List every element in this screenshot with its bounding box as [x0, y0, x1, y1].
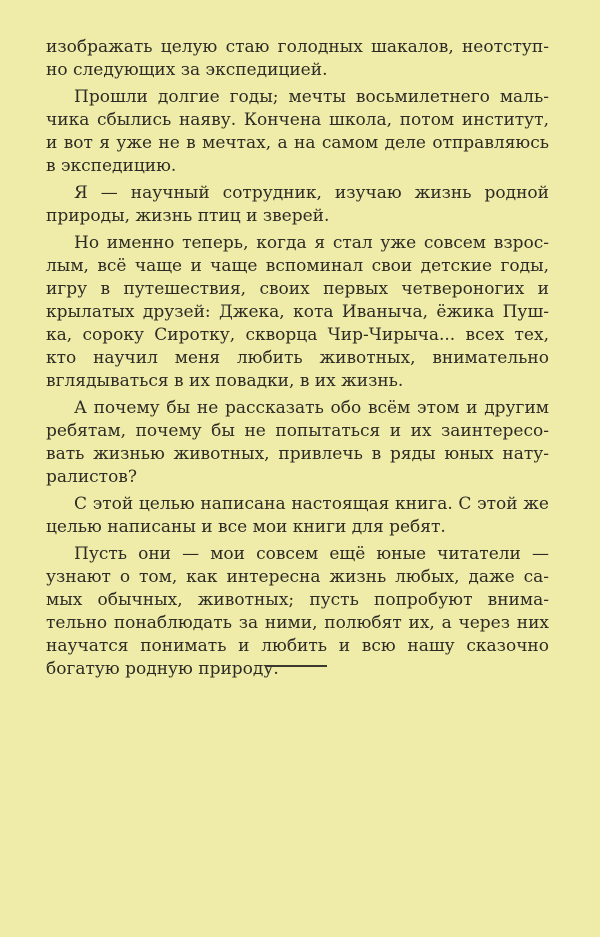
- page-text: [46, 36, 549, 685]
- paragraph: Пусть они — мои совсем ещё юные читатели — узнают о том, как интересна жизнь любых, даже самых обычных, животных; пусть попробуют внимательно понаблюдать за ними, полюбят их, а через них научатся понимать и любить и всю нашу сказочно богатую родную природу.: [46, 544, 549, 679]
- section-divider: [265, 665, 327, 667]
- paragraph: С этой целью написана настоящая книга. С этой же целью написаны и все мои книги для ребят.: [46, 494, 549, 537]
- paragraph: А почему бы не рассказать обо всём этом и другим ребятам, почему бы не попытаться и их заинтересовать жизнью животных, привлечь в ряды юных натуралистов?: [46, 398, 549, 487]
- paragraph: Прошли долгие годы; мечты восьмилетнего мальчика сбылись наяву. Кончена школа, потом институт, и вот я уже не в мечтах, а на самом деле отправляюсь в экспедицию.: [46, 87, 549, 176]
- paragraph: Но именно теперь, когда я стал уже совсем взрослым, всё чаще и чаще вспоминал свои детские годы, игру в путешествия, своих первых четвероногих и крылатых друзей: Джека, кота Иваныча, ёжика Пушка, сороку Сиротку, скворца Чир-Чирыча... всех тех, кто научил меня любить животных, внимательно вглядываться в их повадки, в их жизнь.: [46, 233, 549, 391]
- paragraph-continued: изображать целую стаю голодных шакалов, неотступно следующих за экспедицией.: [46, 37, 549, 80]
- paragraph: Я — научный сотрудник, изучаю жизнь родной природы, жизнь птиц и зверей.: [46, 183, 549, 226]
